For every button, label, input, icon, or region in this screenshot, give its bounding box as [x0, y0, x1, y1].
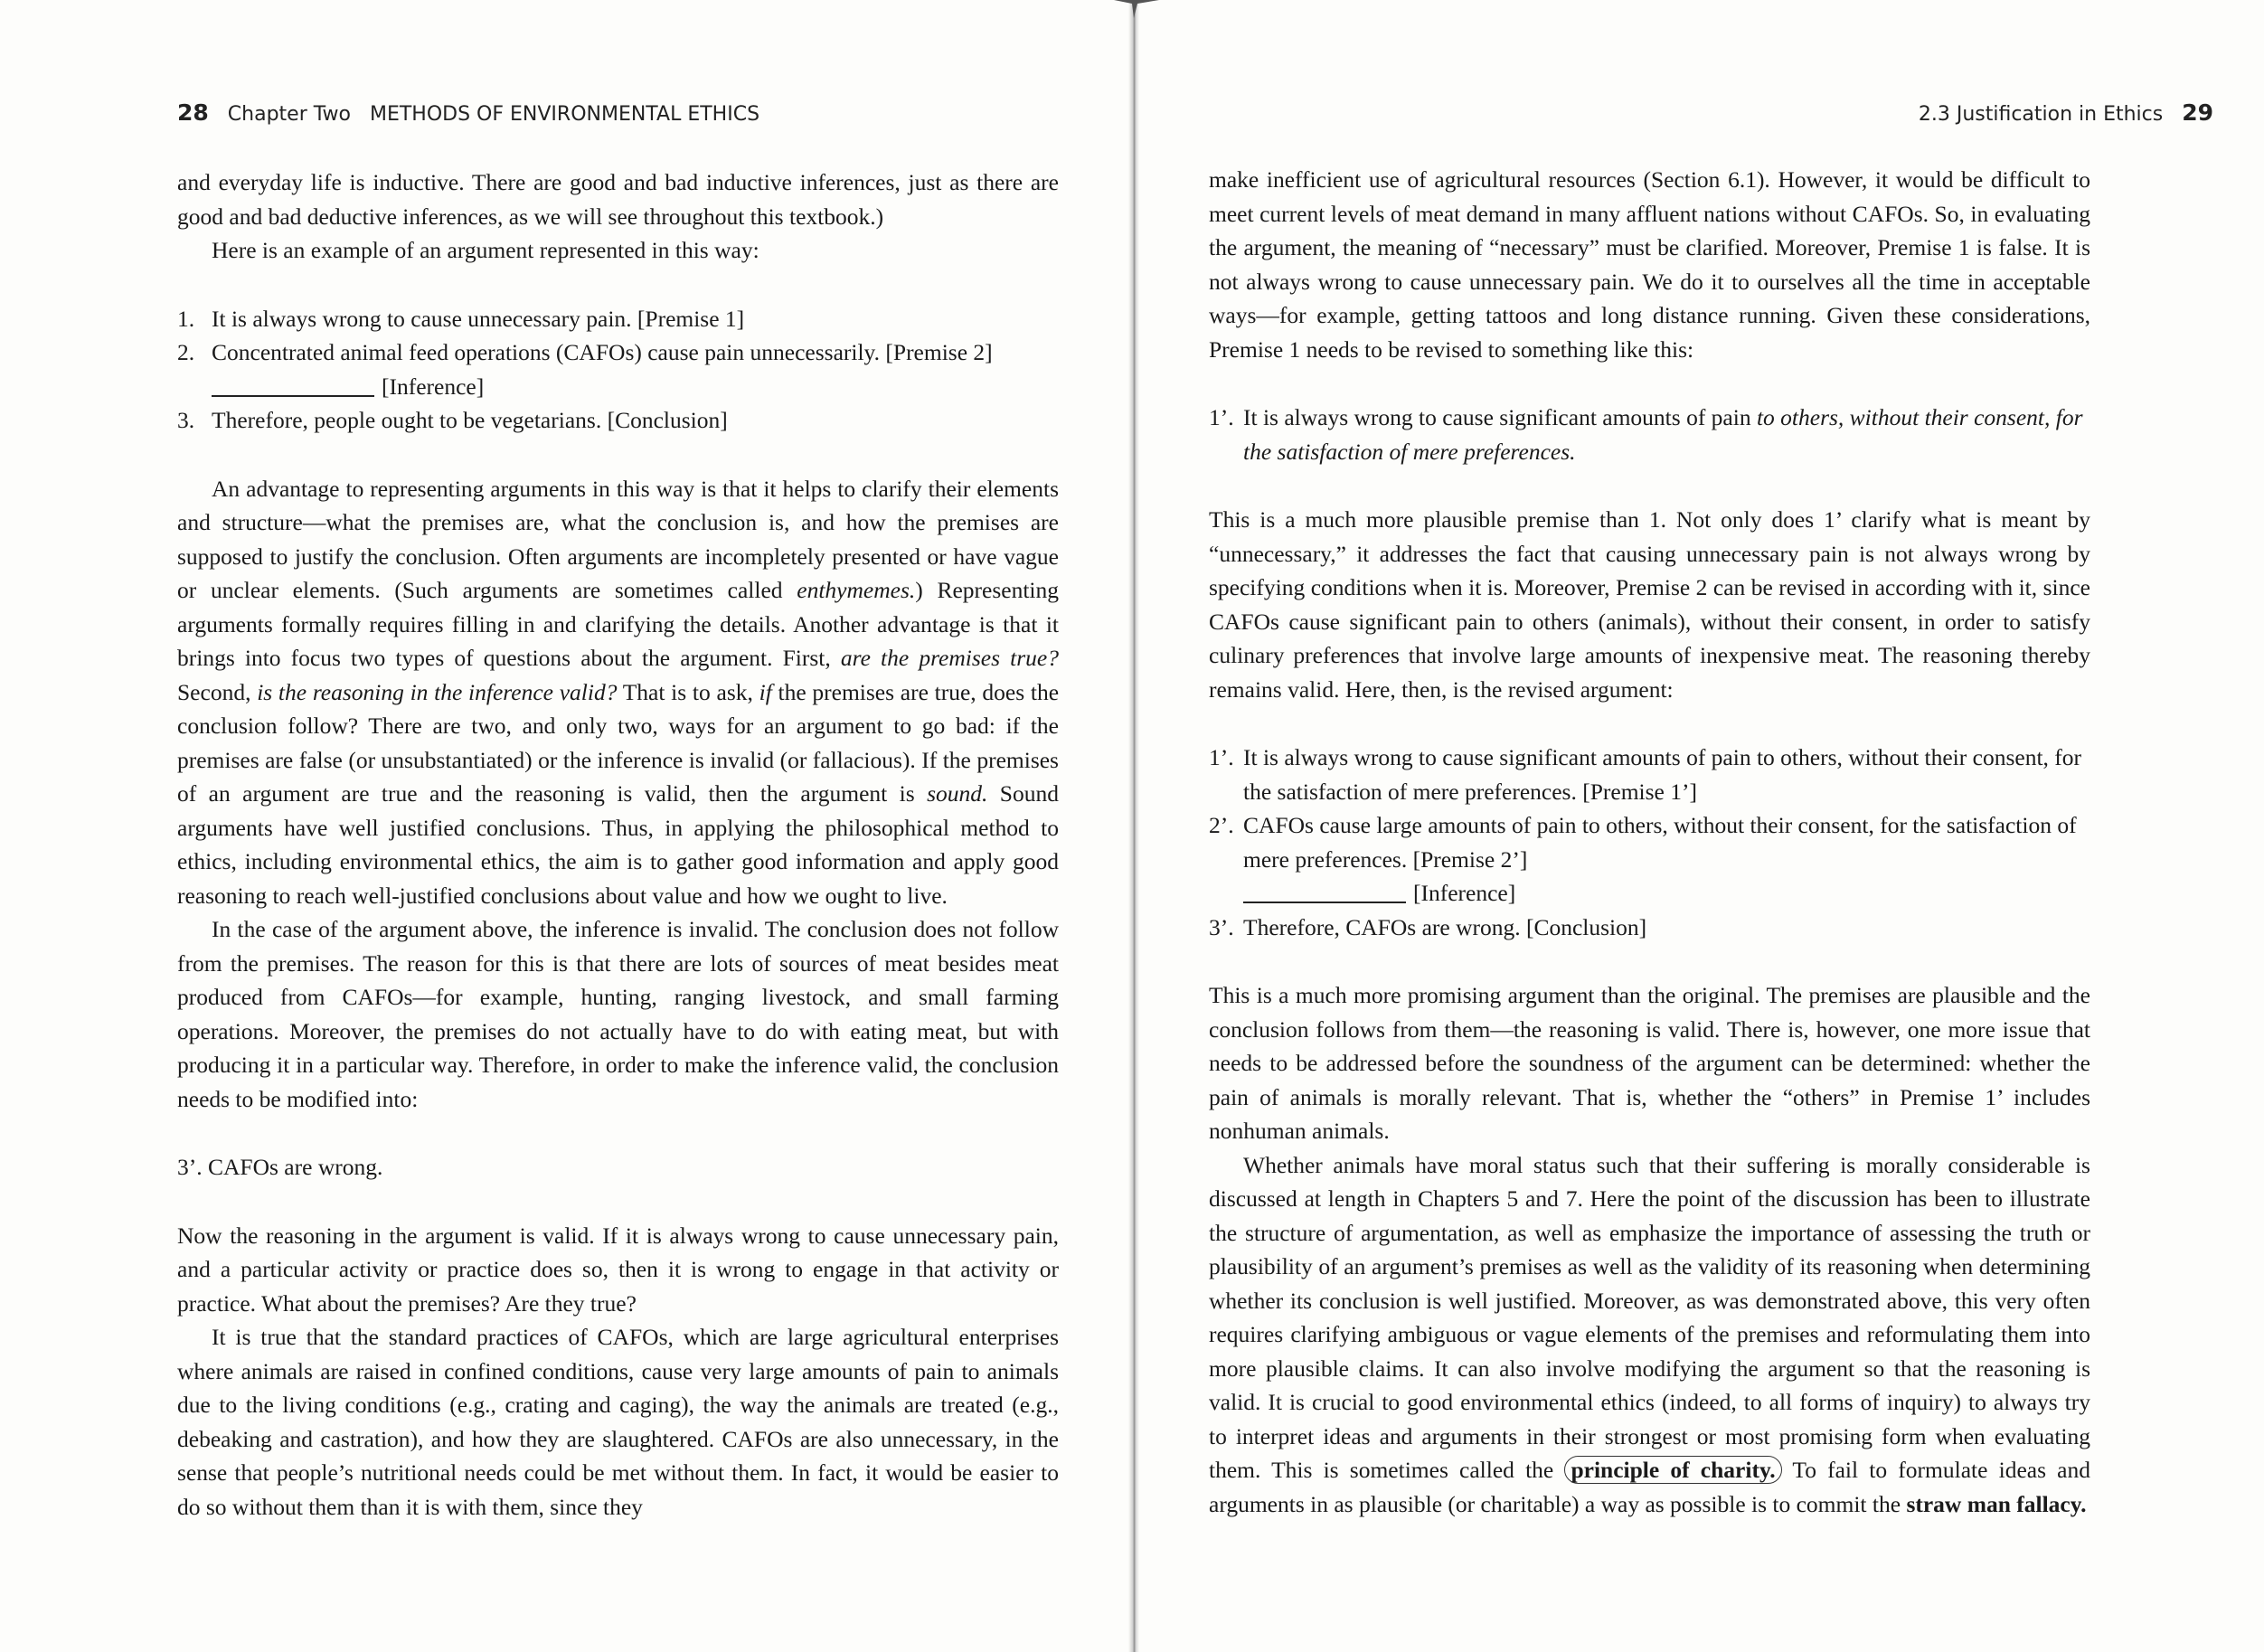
list-text-emphasis: to others, without their consent, for the satisfaction of mere preferences.	[1243, 404, 2083, 465]
page-number: 29	[2182, 99, 2213, 126]
left-body	[177, 165, 1059, 1524]
inference-rule	[212, 395, 374, 397]
list-text: Concentrated animal feed operations (CAFOs) cause pain unnecessarily. [Premise 2]	[212, 339, 993, 365]
inference-label: [Inference]	[382, 373, 485, 400]
paragraph: Here is an example of an argument represented in this way:	[212, 237, 759, 263]
conclusion-statement: 3’. CAFOs are wrong.	[177, 1154, 383, 1180]
list-item	[177, 403, 1059, 438]
right-body	[1209, 163, 2090, 1521]
list-number: 2.	[177, 339, 195, 365]
inference-line	[1209, 876, 2090, 911]
chapter-label: Chapter Two	[227, 103, 351, 126]
inference-line	[177, 370, 1059, 404]
list-text: CAFOs cause large amounts of pain to others, without their consent, for the satisfaction of mere preferences. [Premise 2’]	[1243, 812, 2077, 873]
principle-of-charity-term: principle of charity.	[1564, 1456, 1781, 1484]
list-number: 1.	[177, 305, 195, 332]
running-head-left	[177, 99, 759, 126]
list-text: It is always wrong to cause unnecessary pain. [Premise 1]	[212, 305, 745, 332]
list-item	[1209, 808, 2090, 876]
right-page	[1134, 0, 2264, 1652]
inference-label: [Inference]	[1413, 880, 1516, 906]
paragraph: In the case of the argument above, the inference is invalid. The conclusion does not follow from the premises. The reason for this is that there are lots of sources of meat besides meat produced from CAFOs—for example, hunting, ranging livestock, and small farming operations. Moreover, the premises do not actually have to do with eating meat, but with producing it in a particular way. Therefore, in order to make the inference valid, the conclusion needs to be modified into:	[177, 916, 1059, 1112]
page-number: 28	[177, 99, 209, 126]
left-page	[0, 0, 1130, 1652]
list-number: 2’.	[1209, 812, 1234, 838]
list-number: 3.	[177, 407, 195, 433]
paragraph: Whether animals have moral status such that their suffering is morally considerable is discussed at length in Chapters 5 and 7. Here the point of the discussion has been to illustrate the structure of argumentation, as well as emphasize the importance of assessing the truth or plausibility of an argument’s premises as well as the validity of its reasoning when determining whether its conclusion is well justified. Moreover, as was demonstrated above, this very often requires clarifying ambiguous or vague elements of the premises and reformulating them into more plausible claims. It can also involve modifying the argument so that the reasoning is valid. It is crucial to good environmental ethics (indeed, to all forms of inquiry) to always try to interpret ideas and arguments in their strongest or most promising form when evaluating them. This is sometimes called the principle of charity. To fail to formulate ideas and arguments in as plausible (or charitable) a way as possible is to commit the straw man fallacy.	[1209, 1151, 2090, 1517]
list-number: 3’.	[1209, 913, 1234, 940]
paragraph: It is true that the standard practices of CAFOs, which are large agricultural enterprises where animals are raised in confined conditions, cause very large amounts of pain to animals due to the living conditions (e.g., crating and caging), the way the animals are treated (e.g., debeaking and castration), and how they are slaughtered. CAFOs are also unnecessary, in the sense that people’s nutritional needs could be met without them. In fact, it would be easier to do so without them than it is with them, since they	[177, 1324, 1059, 1520]
list-number: 1’.	[1209, 404, 1234, 430]
revised-premise	[1209, 401, 2090, 468]
paragraph: make inefficient use of agricultural resources (Section 6.1). However, it would be difficult to meet current levels of meat demand in many affluent nations without CAFOs. So, in evaluating the argument, the meaning of “necessary” must be clarified. Moreover, Premise 1 is false. It is not always wrong to cause unnecessary pain. We do it to ourselves all the time in acceptable ways—for example, getting tattoos and long distance running. Given these considerations, Premise 1 needs to be revised to something like this:	[1209, 166, 2090, 363]
list-text: It is always wrong to cause significant amounts of pain to others, without their consent, for the satisfaction of mere preferences. [Premise 1’]	[1243, 744, 2082, 805]
list-item	[177, 335, 1059, 370]
chapter-title: METHODS OF ENVIRONMENTAL ETHICS	[369, 103, 760, 126]
list-item	[1209, 911, 2090, 945]
paragraph: and everyday life is inductive. There are good and bad inductive inferences, just as there are good and bad deductive inferences, as we will see throughout this textbook.)	[177, 169, 1059, 230]
straw-man-fallacy-term: straw man fallacy.	[1906, 1490, 2087, 1517]
paragraph: This is a much more plausible premise than 1. Not only does 1’ clarify what is meant by “unnecessary,” it addresses the fact that causing unnecessary pain is not always wrong by specifying conditions when it is. Moreover, Premise 2 can be revised in according with it, since CAFOs cause significant pain to others (animals), without their consent, in order to satisfy culinary preferences that involve large amounts of inexpensive meat. The reasoning thereby remains valid. Here, then, is the revised argument:	[1209, 506, 2090, 703]
list-number: 1’.	[1209, 744, 1234, 770]
paragraph: Now the reasoning in the argument is valid. If it is always wrong to cause unnecessary pain, and a particular activity or practice does so, then it is wrong to engage in that activity or practice. What about the premises? Are they true?	[177, 1222, 1059, 1317]
paragraph: An advantage to representing arguments in this way is that it helps to clarify their elements and structure—what the premises are, what the conclusion is, and how the premises are supposed to justify the conclusion. Often arguments are incompletely presented or have vague or unclear elements. (Such arguments are sometimes called enthymemes.) Representing arguments formally requires filling in and clarifying the details. Another advantage is that it brings into focus two types of questions about the argument. First, are the premises true? Second, is the reasoning in the inference valid? That is to ask, if the premises are true, does the conclusion follow? There are two, and only two, ways for an argument to go bad: if the premises are false (or unsubstantiated) or the inference is invalid (or fallacious). If the premises of an argument are true and the reasoning is valid, then the argument is sound. Sound arguments have well justified conclusions. Thus, in applying the philosophical method to ethics, including environmental ethics, the aim is to gather good information and apply good reasoning to reach well-justified conclusions about value and how we ought to live.	[177, 475, 1060, 909]
list-text: Therefore, CAFOs are wrong. [Conclusion]	[1243, 913, 1647, 940]
list-text: It is always wrong to cause significant amounts of pain	[1243, 404, 1757, 430]
list-text: Therefore, people ought to be vegetarians. [Conclusion]	[212, 407, 728, 433]
paragraph: This is a much more promising argument than the original. The premises are plausible and the conclusion follows from them—the reasoning is valid. There is, however, one more issue that needs to be addressed before the soundness of the argument can be determined: whether the pain of animals is morally relevant. That is, whether the “others” in Premise 1’ includes nonhuman animals.	[1209, 982, 2090, 1144]
running-head-right	[1919, 99, 2213, 126]
inference-rule	[1243, 902, 1406, 903]
list-item	[1209, 741, 2090, 808]
list-item	[177, 302, 1059, 336]
section-title: 2.3 Justification in Ethics	[1918, 103, 2164, 126]
